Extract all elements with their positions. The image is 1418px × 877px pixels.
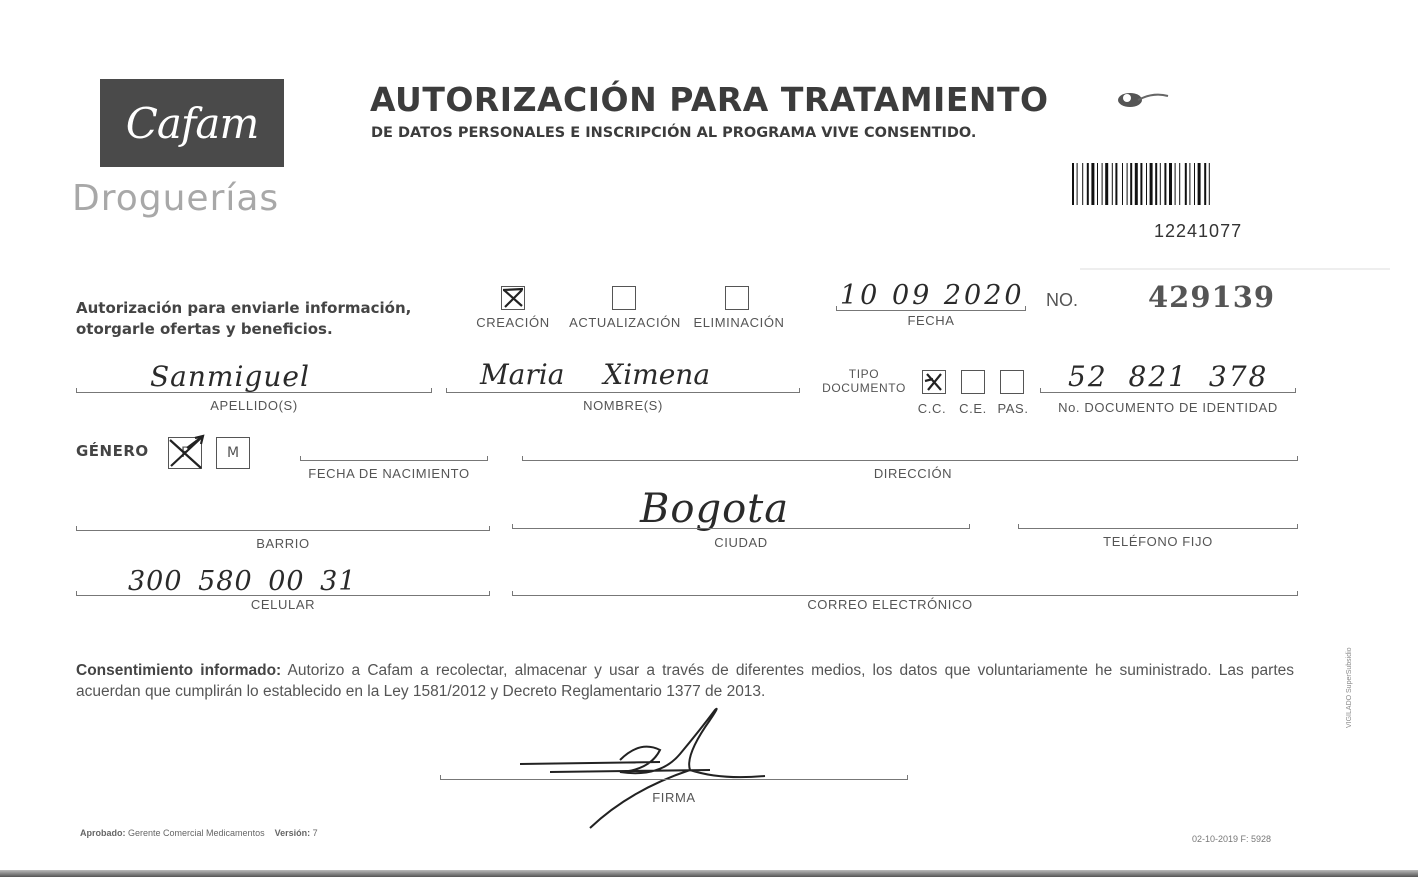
name-label: NOMBRE(S): [583, 398, 663, 413]
barcode-bar: [1209, 163, 1210, 205]
form-number: 429139: [1148, 280, 1276, 314]
form-number-label: NO.: [1046, 290, 1079, 310]
barcode-bar: [1127, 163, 1128, 205]
barcode-bar: [1164, 163, 1166, 205]
authorization-text: [76, 298, 411, 340]
approved-note: [80, 828, 318, 838]
phone-label: TELÉFONO FIJO: [1103, 534, 1213, 549]
document-title: AUTORIZACIÓN PARA TRATAMIENTO: [370, 80, 1049, 119]
pas-label: PAS.: [997, 401, 1029, 416]
check-mark-icon: [502, 287, 524, 309]
doc-type-label-2: DOCUMENTO: [822, 381, 906, 395]
vive-consentido-logo-icon: [1108, 88, 1170, 110]
cc-checkbox[interactable]: [922, 370, 946, 394]
gender-label: GÉNERO: [76, 442, 149, 460]
page-edge: [0, 870, 1418, 877]
barcode-bar: [1204, 163, 1206, 205]
consent-paragraph: [76, 660, 1294, 702]
gender-f-label: F: [180, 445, 190, 461]
gender-m-label: M: [226, 445, 240, 461]
barcode-bar: [1102, 163, 1103, 205]
actualizacion-checkbox[interactable]: [612, 286, 636, 310]
approved-label: Aprobado:: [80, 828, 126, 838]
authorization-text-line1: Autorización para enviarle información,: [76, 299, 412, 317]
neighborhood-label: BARRIO: [256, 536, 310, 551]
surname-value[interactable]: Sanmiguel: [150, 360, 310, 393]
barcode-bar: [1189, 163, 1190, 205]
approved-value: Gerente Comercial Medicamentos: [128, 828, 265, 838]
barcode-bar: [1105, 163, 1108, 205]
pas-checkbox[interactable]: [1000, 370, 1024, 394]
phone-line[interactable]: [1018, 508, 1298, 529]
creacion-checkbox[interactable]: [501, 286, 525, 310]
gender-f-checkbox[interactable]: [168, 437, 202, 469]
doc-type-label-1: TIPO: [848, 367, 880, 381]
barcode-number: 12241077: [1154, 221, 1243, 241]
eliminacion-checkbox[interactable]: [725, 286, 749, 310]
date-label: FECHA: [907, 313, 955, 328]
barcode-bar: [1082, 163, 1083, 205]
doc-number-value[interactable]: 52 821 378: [1068, 360, 1269, 393]
version-value: 7: [312, 828, 318, 838]
side-print: VIGILADO SuperSubsidio: [1346, 647, 1353, 728]
barcode-bar: [1091, 163, 1094, 205]
consent-text: Autorizo a Cafam a recolectar, almacenar y usar a través de diferentes medios, los datos que voluntariamente he suministrado. Las partes acuerdan que cumplirán lo establecido en la Ley 1581/2012 y Decreto Reglamentario 1377 de 2013.: [76, 662, 1295, 700]
barcode-bar: [1185, 163, 1187, 205]
mobile-label: CELULAR: [250, 597, 316, 612]
email-label: CORREO ELECTRÓNICO: [807, 597, 973, 612]
date-line: [836, 290, 1026, 311]
document-subtitle: DE DATOS PERSONALES E INSCRIPCIÓN AL PROGRAMA VIVE CONSENTIDO.: [371, 125, 977, 141]
barcode-bar: [1150, 163, 1153, 205]
name-line: [446, 372, 800, 393]
mobile-line: [76, 576, 490, 596]
barcode-bar: [1155, 163, 1157, 205]
doc-number-label: No. DOCUMENTO DE IDENTIDAD: [1058, 400, 1278, 415]
signature-line[interactable]: [440, 760, 908, 780]
barcode-bar: [1072, 163, 1074, 205]
cc-label: C.C.: [917, 401, 947, 416]
barcode-bar: [1194, 163, 1195, 205]
doc-number-line: [1040, 372, 1296, 393]
brand-text: Droguerías: [72, 178, 280, 219]
date-value[interactable]: 10 09 2020: [840, 280, 1025, 311]
barcode-bar: [1130, 163, 1132, 205]
city-label: CIUDAD: [714, 535, 768, 550]
logo-text: Cafam: [125, 98, 259, 148]
birthdate-line[interactable]: [300, 440, 488, 461]
barcode-bar: [1077, 163, 1078, 205]
cafam-logo: [100, 79, 284, 167]
barcode-bar: [1122, 163, 1123, 205]
version-label: Versión:: [274, 828, 311, 838]
address-line[interactable]: [522, 440, 1298, 461]
barcode-bar: [1087, 163, 1089, 205]
barcode-bar: [1112, 163, 1113, 205]
barcode-bar: [1175, 163, 1176, 205]
city-value[interactable]: Bogota: [640, 486, 790, 532]
barcode-bar: [1160, 163, 1161, 205]
barcode-bar: [1115, 163, 1117, 205]
authorization-text-line2: otorgarle ofertas y beneficios.: [76, 320, 333, 338]
birthdate-label: FECHA DE NACIMIENTO: [308, 466, 470, 481]
check-mark-icon: [923, 371, 945, 393]
creacion-label: CREACIÓN: [476, 315, 550, 330]
barcode-bar: [1097, 163, 1098, 205]
barcode-bar: [1135, 163, 1138, 205]
ce-checkbox[interactable]: [961, 370, 985, 394]
form-code: 02-10-2019 F: 5928: [1192, 834, 1272, 844]
check-mark-icon: [167, 432, 211, 472]
barcode-bar: [1179, 163, 1180, 205]
barcode-bar: [1146, 163, 1147, 205]
barcode-icon: [1072, 163, 1294, 205]
signature-label: FIRMA: [652, 790, 696, 805]
gender-m-checkbox[interactable]: [216, 437, 250, 469]
consent-bold: Consentimiento informado:: [76, 662, 282, 679]
surname-label: APELLIDO(S): [210, 398, 298, 413]
ce-label: C.E.: [959, 401, 987, 416]
email-line[interactable]: [512, 576, 1298, 596]
name-value[interactable]: Maria Ximena: [480, 358, 711, 391]
barcode-bar: [1140, 163, 1142, 205]
neighborhood-line[interactable]: [76, 510, 490, 531]
city-line: [512, 508, 970, 529]
eliminacion-label: ELIMINACIÓN: [693, 315, 785, 330]
address-label: DIRECCIÓN: [873, 466, 953, 481]
surname-line: [76, 372, 432, 393]
doc-type-label: [818, 367, 910, 395]
divider: [1080, 268, 1390, 270]
barcode-bar: [1198, 163, 1201, 205]
actualizacion-label: ACTUALIZACIÓN: [569, 315, 681, 330]
mobile-value[interactable]: 300 580 00 31: [128, 566, 357, 597]
barcode-bar: [1169, 163, 1172, 205]
